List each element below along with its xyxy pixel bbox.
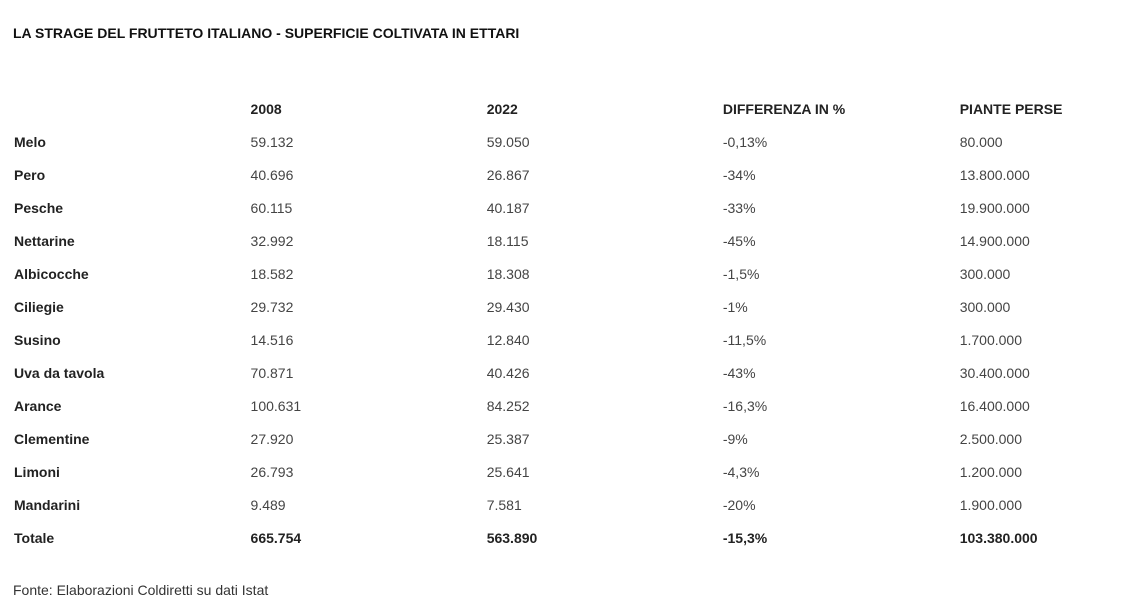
table-row — [14, 455, 1139, 488]
value-2022: 59.050 — [486, 133, 530, 150]
value-2022: 84.252 — [486, 397, 530, 414]
row-label: Pero — [14, 166, 46, 183]
column-header-2008: 2008 — [250, 100, 282, 117]
value-lost-plants: 14.900.000 — [959, 232, 1030, 249]
total-lost-plants: 103.380.000 — [959, 529, 1038, 546]
value-2022: 25.387 — [486, 430, 530, 447]
value-2022: 40.187 — [486, 199, 530, 216]
value-difference: -4,3% — [722, 463, 760, 480]
value-difference: -43% — [722, 364, 756, 381]
value-2022: 25.641 — [486, 463, 530, 480]
total-label: Totale — [14, 529, 55, 546]
row-label: Mandarini — [14, 496, 81, 513]
value-lost-plants: 13.800.000 — [959, 166, 1030, 183]
row-label: Susino — [14, 331, 61, 348]
value-lost-plants: 19.900.000 — [959, 199, 1030, 216]
value-2022: 26.867 — [486, 166, 530, 183]
value-2008: 14.516 — [250, 331, 294, 348]
value-2022: 12.840 — [486, 331, 530, 348]
table-row — [14, 290, 1139, 323]
column-header-2022: 2022 — [486, 100, 518, 117]
column-header-lost-plants: PIANTE PERSE — [959, 100, 1063, 117]
data-table — [14, 92, 1139, 554]
table-body — [14, 125, 1139, 554]
value-2022: 18.115 — [486, 232, 529, 249]
row-label: Melo — [14, 133, 46, 150]
value-2008: 18.582 — [250, 265, 294, 282]
value-2022: 7.581 — [486, 496, 522, 513]
value-difference: -0,13% — [722, 133, 768, 150]
row-label: Ciliegie — [14, 298, 64, 315]
row-label: Uva da tavola — [14, 364, 105, 381]
total-difference: -15,3% — [722, 529, 768, 546]
value-2008: 32.992 — [250, 232, 294, 249]
table-row — [14, 191, 1139, 224]
table-row — [14, 488, 1139, 521]
value-difference: -34% — [722, 166, 756, 183]
value-difference: -1,5% — [722, 265, 760, 282]
value-difference: -33% — [722, 199, 756, 216]
row-label: Clementine — [14, 430, 90, 447]
row-label: Nettarine — [14, 232, 75, 249]
value-2008: 70.871 — [250, 364, 294, 381]
value-difference: -1% — [722, 298, 748, 315]
value-2008: 59.132 — [250, 133, 294, 150]
table-row — [14, 158, 1139, 191]
total-2022: 563.890 — [486, 529, 538, 546]
value-2008: 26.793 — [250, 463, 294, 480]
column-header-fruit — [14, 92, 251, 125]
row-label: Arance — [14, 397, 62, 414]
value-lost-plants: 80.000 — [959, 133, 1003, 150]
value-2008: 9.489 — [250, 496, 286, 513]
page-title: LA STRAGE DEL FRUTTETO ITALIANO - SUPERFICIE COLTIVATA IN ETTARI — [13, 25, 520, 41]
value-difference: -16,3% — [722, 397, 768, 414]
row-label: Albicocche — [14, 265, 89, 282]
table-row — [14, 257, 1139, 290]
table-row — [14, 356, 1139, 389]
row-label: Limoni — [14, 463, 60, 480]
table-row — [14, 389, 1139, 422]
table-header-row — [14, 92, 1139, 125]
value-2008: 27.920 — [250, 430, 294, 447]
table-row — [14, 323, 1139, 356]
value-2008: 100.631 — [250, 397, 302, 414]
value-lost-plants: 1.200.000 — [959, 463, 1023, 480]
value-difference: -45% — [722, 232, 756, 249]
value-lost-plants: 300.000 — [959, 298, 1011, 315]
value-lost-plants: 300.000 — [959, 265, 1011, 282]
column-header-difference: DIFFERENZA IN % — [722, 100, 846, 117]
value-lost-plants: 2.500.000 — [959, 430, 1023, 447]
value-lost-plants: 1.900.000 — [959, 496, 1023, 513]
value-difference: -9% — [722, 430, 748, 447]
total-2008: 665.754 — [250, 529, 302, 546]
row-label: Pesche — [14, 199, 64, 216]
table-row — [14, 224, 1139, 257]
value-2022: 40.426 — [486, 364, 530, 381]
value-lost-plants: 1.700.000 — [959, 331, 1023, 348]
value-lost-plants: 30.400.000 — [959, 364, 1030, 381]
value-2022: 18.308 — [486, 265, 530, 282]
value-difference: -11,5% — [722, 331, 767, 348]
table-total-row — [14, 521, 1139, 554]
value-2022: 29.430 — [486, 298, 530, 315]
value-2008: 40.696 — [250, 166, 294, 183]
value-2008: 60.115 — [250, 199, 293, 216]
table-row — [14, 125, 1139, 158]
source-note: Fonte: Elaborazioni Coldiretti su dati Istat — [13, 582, 269, 598]
value-lost-plants: 16.400.000 — [959, 397, 1030, 414]
value-2008: 29.732 — [250, 298, 294, 315]
table-row — [14, 422, 1139, 455]
value-difference: -20% — [722, 496, 756, 513]
